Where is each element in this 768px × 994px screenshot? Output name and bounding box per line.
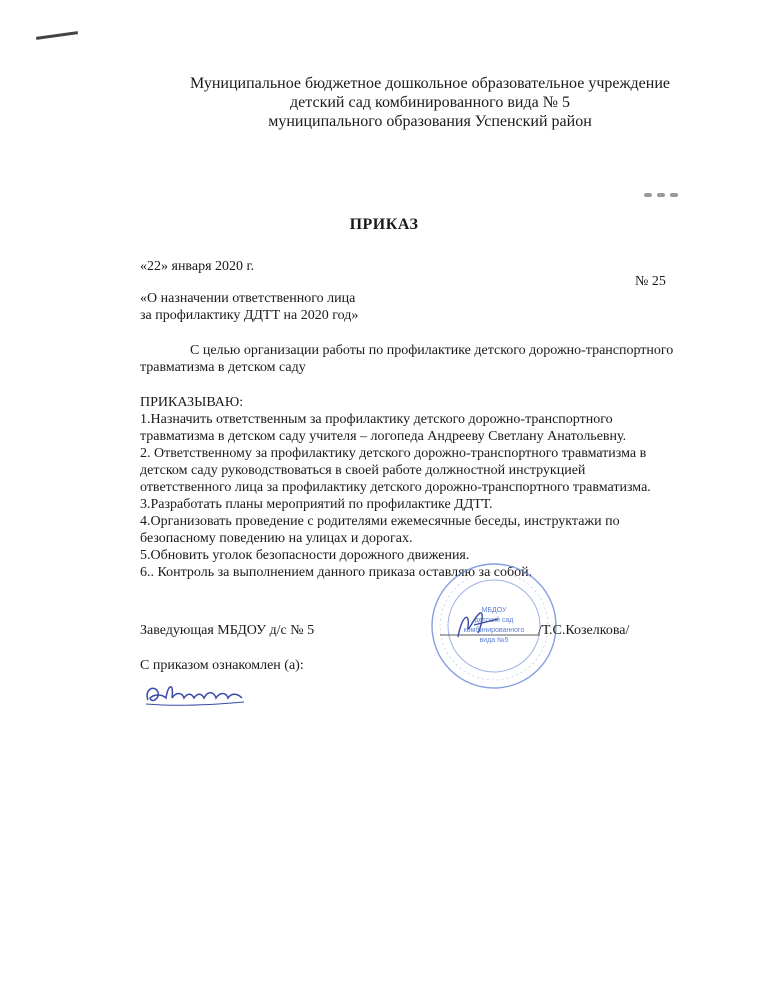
stamp-line: комбинированного [463, 627, 525, 634]
order-item-line: ответственного лица за профилактику детского дорожно-транспортного травматизма. [140, 480, 651, 495]
scan-artifact-dots [644, 192, 690, 198]
head-signature [440, 605, 550, 645]
order-item-line: 4.Организовать проведение с родителями ежемесячные беседы, инструктажи по [140, 514, 620, 529]
preamble-line-1: С целью организации работы по профилактике детского дорожно-транспортного [190, 343, 674, 358]
order-item-line: травматизма в детском саду учителя – логопеда Андрееву Светлану Анатольевну. [140, 429, 627, 444]
signatory-name: /Т.С.Козелкова/ [538, 623, 630, 638]
stamp-line: детский сад [474, 617, 514, 624]
acknowledgement-signature [140, 676, 250, 712]
institution-header [100, 74, 760, 131]
order-item-line: 6.. Контроль за выполнением данного приказа оставляю за собой. [140, 565, 533, 580]
stamp-line: МБДОУ [481, 607, 507, 614]
order-item-line: безопасному поведению на улицах и дорогах. [140, 531, 413, 546]
order-number: № 25 [635, 274, 666, 289]
subject-line-2: за профилактику ДДТТ на 2020 год» [140, 308, 359, 323]
stamp-line: вида №5 [479, 637, 509, 644]
order-date: «22» января 2020 г. [140, 259, 255, 274]
scan-artifact [36, 31, 78, 40]
signatory-position: Заведующая МБДОУ д/с № 5 [140, 623, 315, 638]
order-item-line: 1.Назначить ответственным за профилактику детского дорожно-транспортного [140, 412, 613, 427]
order-heading: ПРИКАЗЫВАЮ: [140, 395, 244, 410]
order-item-line: 3.Разработать планы мероприятий по профилактике ДДТТ. [140, 497, 493, 512]
header-line-3: муниципального образования Успенский район [268, 113, 592, 130]
header-line-2: детский сад комбинированного вида № 5 [290, 94, 570, 111]
header-line-1: Муниципальное бюджетное дошкольное образовательное учреждение [190, 75, 670, 92]
order-item-line: 5.Обновить уголок безопасности дорожного движения. [140, 548, 470, 563]
acknowledgement-label: С приказом ознакомлен (а): [140, 658, 304, 673]
subject-line-1: «О назначении ответственного лица [140, 291, 356, 306]
preamble-line-2: травматизма в детском саду [140, 360, 306, 375]
order-item-line: 2. Ответственному за профилактику детского дорожно-транспортного травматизма в [140, 446, 647, 461]
document-title: ПРИКАЗ [349, 216, 419, 233]
order-item-line: детском саду руководствоваться в своей работе должностной инструкцией [140, 463, 586, 478]
